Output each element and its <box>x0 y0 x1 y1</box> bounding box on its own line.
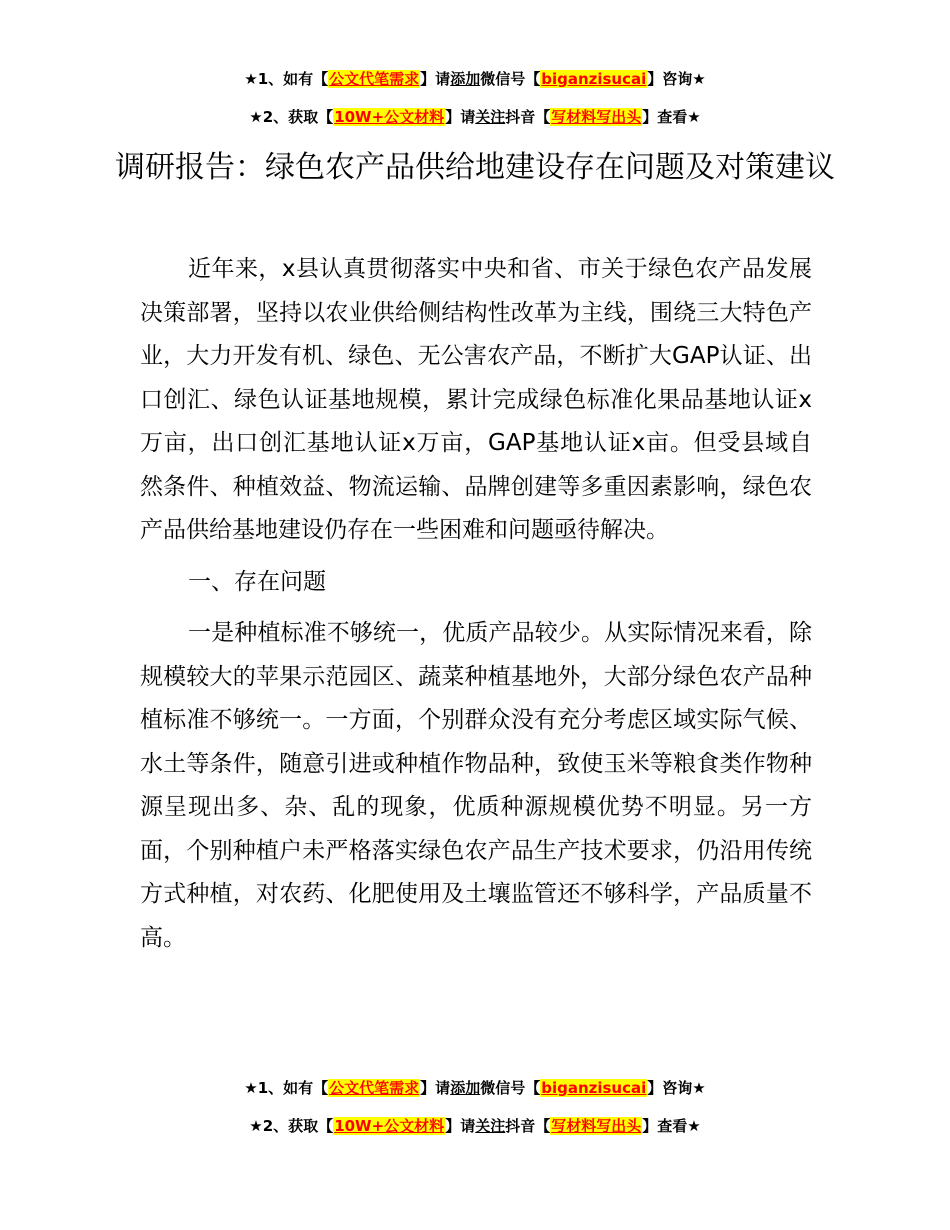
promo-highlight: 10W+公文材料 <box>334 1117 445 1135</box>
footer-promo-line-1 <box>0 1078 950 1098</box>
promo-text: 抖音【 <box>505 1117 551 1135</box>
douyin-id-highlight: 写材料写出头 <box>551 1117 642 1135</box>
footer-promo-line-2 <box>0 1116 950 1136</box>
wechat-id-highlight: biganzisucai <box>541 1079 647 1097</box>
promo-text: 】查看★ <box>642 1117 701 1135</box>
promo-text: ★2、获取【 <box>249 1117 334 1135</box>
document-title: 调研报告：绿色农产品供给地建设存在问题及对策建议 <box>115 150 835 185</box>
promo-text: 抖音【 <box>505 108 551 126</box>
promo-text: 】请 <box>420 70 451 88</box>
promo-text: 微信号【 <box>480 1079 541 1097</box>
promo-text: 】请 <box>420 1079 451 1097</box>
promo-underline: 添加 <box>450 70 481 88</box>
paragraph-problem-1: 一是种植标准不够统一，优质产品较少。从实际情况来看，除规模较大的苹果示范园区、蔬菜种植基地外，大部分绿色农产品种植标准不够统一。一方面，个别群众没有充分考虑区域实际气候、水土等条件，随意引进或种植作物品种，致使玉米等粮食类作物种源呈现出多、杂、乱的现象，优质种源规模优势不明显。另一方面，个别种植户未严格落实绿色农产品生产技术要求，仍沿用传统方式种植，对农药、化肥使用及土壤监管还不够科学，产品质量不高。 <box>140 620 812 951</box>
document-body <box>140 248 812 960</box>
promo-text: 】请 <box>445 108 476 126</box>
wechat-id-highlight: biganzisucai <box>541 70 647 88</box>
promo-underline: 添加 <box>450 1079 481 1097</box>
promo-highlight: 公文代笔需求 <box>329 70 420 88</box>
header-promo-line-1 <box>0 69 950 89</box>
promo-text: 】咨询★ <box>647 1079 706 1097</box>
promo-highlight: 10W+公文材料 <box>334 108 445 126</box>
promo-text: ★1、如有【 <box>244 1079 329 1097</box>
douyin-id-highlight: 写材料写出头 <box>551 108 642 126</box>
promo-text: 】请 <box>445 1117 476 1135</box>
paragraph-intro: 近年来，x县认真贯彻落实中央和省、市关于绿色农产品发展决策部署，坚持以农业供给侧结构性改革为主线，围绕三大特色产业，大力开发有机、绿色、无公害农产品，不断扩大GAP认证、出口创汇、绿色认证基地规模，累计完成绿色标准化果品基地认证x万亩，出口创汇基地认证x万亩，GAP基地认证x亩。但受县域自然条件、种植效益、物流运输、品牌创建等多重因素影响，绿色农产品供给基地建设仍存在一些困难和问题亟待解决。 <box>140 256 812 543</box>
section-heading: 一、存在问题 <box>188 568 326 595</box>
promo-highlight: 公文代笔需求 <box>329 1079 420 1097</box>
promo-underline: 关注 <box>475 1117 506 1135</box>
promo-text: 】查看★ <box>642 108 701 126</box>
promo-text: ★1、如有【 <box>244 70 329 88</box>
header-promo-line-2 <box>0 107 950 127</box>
promo-text: 】咨询★ <box>647 70 706 88</box>
promo-text: ★2、获取【 <box>249 108 334 126</box>
promo-underline: 关注 <box>475 108 506 126</box>
promo-text: 微信号【 <box>480 70 541 88</box>
